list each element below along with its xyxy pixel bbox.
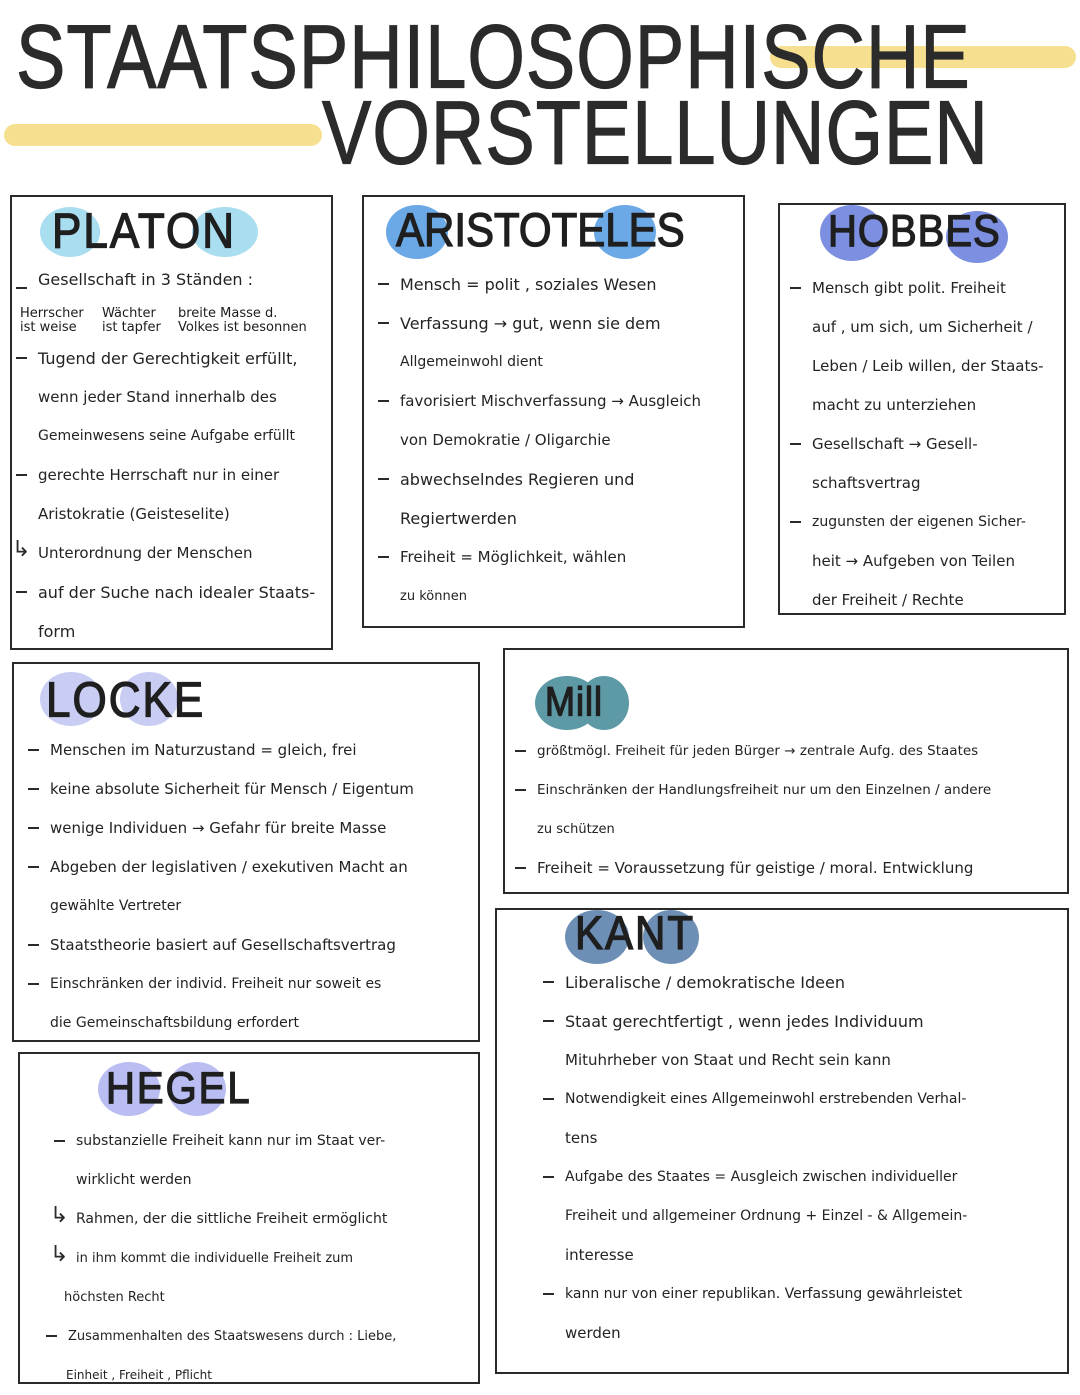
page-title-line1: STAATSPHILOSOPHISCHE (16, 5, 971, 108)
highlight-stroke-left (4, 124, 322, 146)
hobbes-list (812, 269, 1058, 620)
list-item: werden (565, 1324, 621, 1342)
platon-list-2 (38, 339, 321, 651)
list-item: interesse (565, 1246, 634, 1264)
list-item: zu schützen (537, 822, 615, 837)
stand-waechter: Wächter ist tapfer (102, 306, 161, 335)
platon-stands (20, 307, 321, 335)
list-item: kann nur von einer republikan. Verfassung gewährleistet (565, 1275, 1061, 1314)
list-item: Zusammenhalten des Staatswesens durch : Liebe, (68, 1317, 472, 1356)
list-item: größtmögl. Freiheit für jeden Bürger → zentrale Aufg. des Staates (537, 732, 1061, 771)
stand-masse: breite Masse d. Volkes ist besonnen (178, 306, 307, 335)
aristoteles-list (400, 265, 733, 616)
hobbes-header (780, 205, 1064, 267)
list-item: Allgemeinwohl dient (400, 354, 543, 370)
list-item: Einschränken der individ. Freiheit nur soweit es (50, 965, 472, 1004)
platon-title: PLATON (52, 203, 236, 259)
list-item: abwechselndes Regieren und (400, 460, 733, 499)
list-item: Freiheit und allgemeiner Ordnung + Einzel - & Allgemein- (565, 1208, 968, 1224)
mill-header (505, 650, 1067, 730)
list-item: von Demokratie / Oligarchie (400, 431, 611, 449)
stand-herrscher: Herrscher ist weise (20, 306, 84, 335)
kant-card (495, 908, 1069, 1374)
list-item: keine absolute Sicherheit für Mensch / Eigentum (50, 770, 472, 809)
title-area (0, 0, 1080, 190)
kant-list (565, 963, 1061, 1353)
list-item: Staat gerechtfertigt , wenn jedes Individuum (565, 1002, 1061, 1041)
list-item: Leben / Leib willen, der Staats- (812, 357, 1044, 375)
list-item: Gesellschaft → Gesell- (812, 425, 1058, 464)
hegel-title: HEGEL (106, 1063, 252, 1114)
list-item: der Freiheit / Rechte (812, 591, 964, 609)
list-item: Mensch = polit , soziales Wesen (400, 265, 733, 304)
hegel-list (64, 1122, 472, 1395)
list-item: Gemeinwesens seine Aufgabe erfüllt (38, 428, 296, 444)
list-item: Verfassung → gut, wenn sie dem (400, 304, 733, 343)
list-item: Tugend der Gerechtigkeit erfüllt, (38, 339, 321, 378)
list-item: Staatstheorie basiert auf Gesellschaftsvertrag (50, 926, 472, 965)
list-item: wenige Individuen → Gefahr für breite Masse (50, 809, 472, 848)
list-item: tens (565, 1129, 598, 1147)
list-item: höchsten Recht (64, 1290, 165, 1305)
list-item: Abgeben der legislativen / exekutiven Macht an (50, 848, 472, 887)
mill-title: Mill (545, 678, 603, 725)
hegel-card (18, 1052, 480, 1384)
kant-header (497, 906, 1067, 960)
list-item: heit → Aufgeben von Teilen (812, 552, 1015, 570)
kant-title: KANT (575, 906, 696, 960)
list-item: Einheit , Freiheit , Pflicht (66, 1368, 212, 1382)
platon-card (10, 195, 333, 650)
platon-header (12, 197, 331, 259)
list-item: wirklicht werden (76, 1172, 192, 1188)
list-item: ↳ in ihm kommt die individuelle Freiheit zum (76, 1239, 472, 1278)
list-item: substanzielle Freiheit kann nur im Staat ver- (76, 1122, 472, 1161)
hegel-header (20, 1054, 478, 1116)
locke-title: LOCKE (46, 672, 206, 728)
list-item: zugunsten der eigenen Sicher- (812, 503, 1058, 542)
list-item: Mensch gibt polit. Freiheit (812, 269, 1058, 308)
list-item: Aristokratie (Geisteselite) (38, 505, 230, 523)
list-item: Einschränken der Handlungsfreiheit nur um den Einzelnen / andere (537, 771, 1061, 810)
page-title-line2: VORSTELLUNGEN (322, 81, 989, 184)
list-item: auf der Suche nach idealer Staats- (38, 573, 321, 612)
list-item: zu können (400, 589, 467, 604)
list-item: ↳ Unterordnung der Menschen (38, 534, 321, 573)
list-item: Freiheit = Voraussetzung für geistige / moral. Entwicklung (537, 849, 1061, 888)
list-item: auf , um sich, um Sicherheit / (812, 318, 1033, 336)
list-item: Liberalische / demokratische Ideen (565, 963, 1061, 1002)
list-item: Notwendigkeit eines Allgemeinwohl erstrebenden Verhal- (565, 1080, 1061, 1119)
list-item: Mituhrheber von Staat und Recht sein kann (565, 1051, 891, 1069)
aristoteles-title: ARISTOTELES (396, 203, 685, 257)
hobbes-title: HOBBES (828, 206, 1001, 257)
locke-header (14, 664, 478, 726)
list-item: Menschen im Naturzustand = gleich, frei (50, 731, 472, 770)
list-item: Gesellschaft in 3 Ständen : (38, 269, 321, 291)
locke-card (12, 662, 480, 1042)
list-item: macht zu unterziehen (812, 396, 977, 414)
list-item: gewählte Vertreter (50, 898, 182, 914)
platon-list (38, 269, 321, 291)
list-item: Freiheit = Möglichkeit, wählen (400, 538, 733, 577)
mill-card (503, 648, 1069, 894)
list-item: ↳ Rahmen, der die sittliche Freiheit ermöglicht (76, 1200, 472, 1239)
list-item: gerechte Herrschaft nur in einer (38, 456, 321, 495)
list-item: Regiertwerden (400, 509, 517, 528)
hobbes-card (778, 203, 1066, 615)
list-item: die Gemeinschaftsbildung erfordert (50, 1015, 299, 1031)
aristoteles-header (364, 197, 743, 259)
list-item: Aufgabe des Staates = Ausgleich zwischen individueller (565, 1158, 1061, 1197)
list-item: favorisiert Mischverfassung → Ausgleich (400, 382, 733, 421)
aristoteles-card (362, 195, 745, 628)
list-item: schaftsvertrag (812, 474, 921, 492)
list-item: wenn jeder Stand innerhalb des (38, 388, 277, 406)
list-item: form (38, 622, 76, 641)
locke-list (50, 731, 472, 1043)
mill-list (537, 732, 1061, 888)
